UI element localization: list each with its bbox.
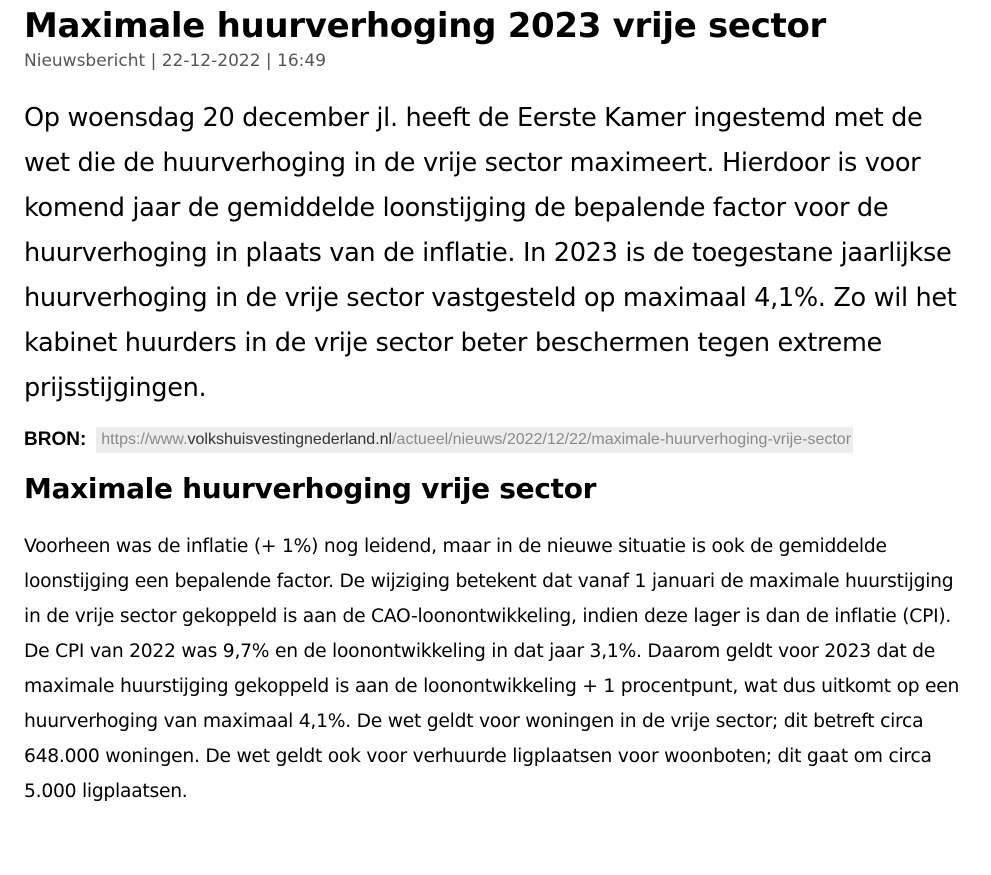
section-body: Voorheen was de inflatie (+ 1%) nog leidend, maar in de nieuwe situatie is ook de gemiddelde loonstijging een bepalende factor. De wijziging betekent dat vanaf 1 januari de maximale huurstijging in de vrije sector gekoppeld is aan de CAO-loonontwikkeling, indien deze lager is dan de inflatie (CPI). De CPI van 2022 was 9,7% en de loonontwikkeling in dat jaar 3,1%. Daarom geldt voor 2023 dat de maximale huurstijging gekoppeld is aan de loonontwikkeling + 1 procentpunt, wat dus uitkomt op een huurverhoging van maximaal 4,1%. De wet geldt voor woningen in de vrije sector; dit betreft circa 648.000 woningen. De wet geldt ook voor verhuurde ligplaatsen voor woonboten; dit gaat om circa 5.000 ligplaatsen. xyxy=(24,536,960,802)
source-label xyxy=(24,428,86,452)
source-url-domain: volkshuisvestingnederland.nl xyxy=(187,431,393,448)
source-link[interactable] xyxy=(96,427,853,453)
article-meta: Nieuwsbericht | 22-12-2022 | 16:49 xyxy=(24,51,327,71)
source-label-text: BRON xyxy=(24,429,80,450)
source-label-separator: : xyxy=(79,429,87,450)
source-url-prefix: https://www. xyxy=(101,431,188,448)
source-row xyxy=(24,427,973,453)
article-lead: Op woensdag 20 december jl. heeft de Eerste Kamer ingestemd met de wet die de huurverhoging in de vrije sector maximeert. Hierdoor is voor komend jaar de gemiddelde loonstijging de bepalende factor voor de huurverhoging in plaats van de inflatie. In 2023 is de toegestane jaarlijkse huurverhoging in de vrije sector vastgesteld op maximaal 4,1%. Zo wil het kabinet huurders in de vrije sector beter beschermen tegen extreme prijsstijgingen. xyxy=(24,103,957,403)
section-title: Maximale huurverhoging vrije sector xyxy=(24,472,597,505)
source-url-path: /actueel/nieuws/2022/12/22/maximale-huurverhoging-vrije-sector xyxy=(392,431,852,448)
article-title: Maximale huurverhoging 2023 vrije sector xyxy=(24,6,827,46)
